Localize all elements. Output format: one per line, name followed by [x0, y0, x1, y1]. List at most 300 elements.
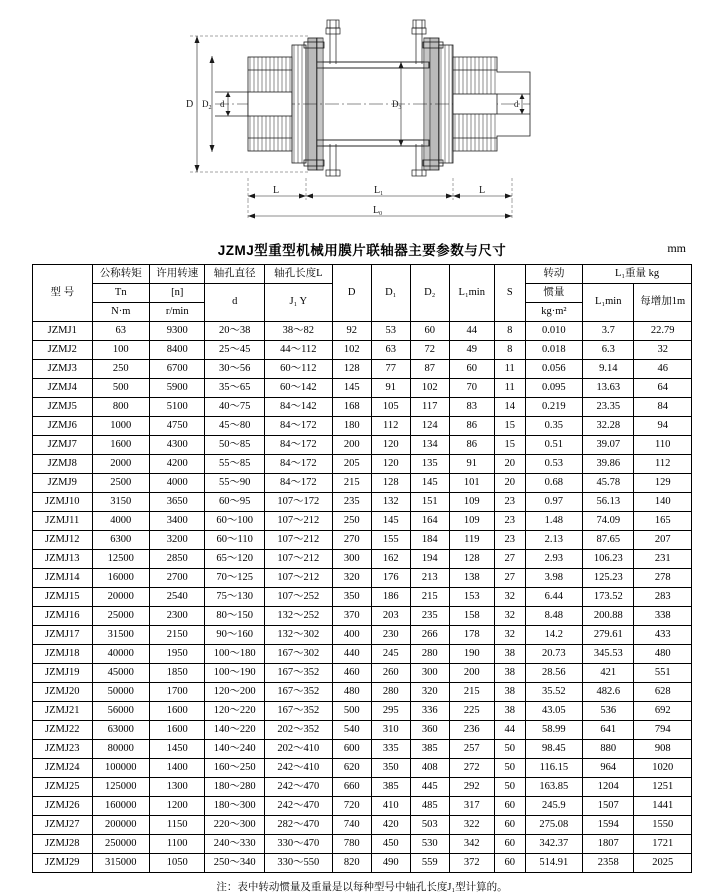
cell-allowable-speed: 5100 — [150, 398, 205, 417]
cell-D: 300 — [332, 550, 371, 569]
cell-D: 200 — [332, 436, 371, 455]
cell-model: JZMJ13 — [33, 550, 93, 569]
cell-nominal-torque: 25000 — [92, 607, 149, 626]
th-D: D — [332, 265, 371, 322]
cell-moment-of-inertia: 14.2 — [525, 626, 582, 645]
cell-bore-diameter: 120～220 — [205, 702, 265, 721]
cell-D: 180 — [332, 417, 371, 436]
cell-allowable-speed: 6700 — [150, 360, 205, 379]
cell-L1min: 70 — [449, 379, 494, 398]
cell-weight-l1min: 23.35 — [583, 398, 634, 417]
table-row — [33, 702, 692, 721]
cell-bore-diameter: 90～160 — [205, 626, 265, 645]
cell-nominal-torque: 100 — [92, 341, 149, 360]
cell-bore-diameter: 50～85 — [205, 436, 265, 455]
cell-allowable-speed: 1950 — [150, 645, 205, 664]
cell-moment-of-inertia: 3.98 — [525, 569, 582, 588]
cell-weight-per-meter: 231 — [634, 550, 692, 569]
th-weight-add: 每增加1m — [634, 284, 692, 322]
cell-weight-per-meter: 207 — [634, 531, 692, 550]
cell-S: 60 — [494, 854, 525, 873]
cell-bore-diameter: 25～45 — [205, 341, 265, 360]
cell-D2: 503 — [410, 816, 449, 835]
cell-moment-of-inertia: 8.48 — [525, 607, 582, 626]
dim-label-L-left: L — [273, 185, 280, 196]
cell-weight-l1min: 421 — [583, 664, 634, 683]
cell-D: 600 — [332, 740, 371, 759]
cell-bore-length: 38～82 — [264, 322, 332, 341]
th-torque-l3: N·m — [92, 303, 149, 322]
table-row — [33, 474, 692, 493]
cell-moment-of-inertia: 6.44 — [525, 588, 582, 607]
cell-D1: 420 — [371, 816, 410, 835]
cell-D: 145 — [332, 379, 371, 398]
cell-D1: 145 — [371, 512, 410, 531]
table-row — [33, 436, 692, 455]
cell-weight-per-meter: 22.79 — [634, 322, 692, 341]
cell-model: JZMJ29 — [33, 854, 93, 873]
cell-weight-per-meter: 1721 — [634, 835, 692, 854]
th-weight-group: L₁重量 kg — [583, 265, 692, 284]
cell-bore-diameter: 160～250 — [205, 759, 265, 778]
cell-weight-l1min: 9.14 — [583, 360, 634, 379]
cell-D: 370 — [332, 607, 371, 626]
cell-D: 102 — [332, 341, 371, 360]
cell-nominal-torque: 800 — [92, 398, 149, 417]
cell-weight-l1min: 536 — [583, 702, 634, 721]
cell-allowable-speed: 8400 — [150, 341, 205, 360]
cell-D1: 310 — [371, 721, 410, 740]
cell-allowable-speed: 1400 — [150, 759, 205, 778]
cell-bore-length: 132～302 — [264, 626, 332, 645]
cell-model: JZMJ10 — [33, 493, 93, 512]
table-row — [33, 683, 692, 702]
cell-D: 620 — [332, 759, 371, 778]
cell-D1: 120 — [371, 436, 410, 455]
cell-S: 44 — [494, 721, 525, 740]
cell-nominal-torque: 56000 — [92, 702, 149, 721]
cell-S: 50 — [494, 778, 525, 797]
cell-bore-length: 84～172 — [264, 436, 332, 455]
cell-bore-length: 107～212 — [264, 550, 332, 569]
cell-weight-per-meter: 628 — [634, 683, 692, 702]
cell-D1: 53 — [371, 322, 410, 341]
cell-weight-l1min: 641 — [583, 721, 634, 740]
cell-weight-l1min: 3.7 — [583, 322, 634, 341]
cell-moment-of-inertia: 0.095 — [525, 379, 582, 398]
cell-L1min: 91 — [449, 455, 494, 474]
unit-label: mm — [667, 241, 686, 255]
cell-moment-of-inertia: 0.35 — [525, 417, 582, 436]
cell-bore-diameter: 55～90 — [205, 474, 265, 493]
cell-nominal-torque: 315000 — [92, 854, 149, 873]
cell-model: JZMJ24 — [33, 759, 93, 778]
cell-weight-l1min: 880 — [583, 740, 634, 759]
cell-D1: 295 — [371, 702, 410, 721]
cell-L1min: 83 — [449, 398, 494, 417]
cell-weight-l1min: 173.52 — [583, 588, 634, 607]
cell-L1min: 215 — [449, 683, 494, 702]
cell-bore-diameter: 60～110 — [205, 531, 265, 550]
cell-nominal-torque: 160000 — [92, 797, 149, 816]
cell-model: JZMJ1 — [33, 322, 93, 341]
cell-weight-l1min: 1507 — [583, 797, 634, 816]
cell-nominal-torque: 125000 — [92, 778, 149, 797]
cell-D: 720 — [332, 797, 371, 816]
cell-S: 20 — [494, 474, 525, 493]
table-row — [33, 854, 692, 873]
cell-bore-length: 167～302 — [264, 645, 332, 664]
cell-bore-length: 107～212 — [264, 531, 332, 550]
cell-model: JZMJ8 — [33, 455, 93, 474]
cell-D1: 450 — [371, 835, 410, 854]
cell-D: 350 — [332, 588, 371, 607]
cell-allowable-speed: 1700 — [150, 683, 205, 702]
cell-model: JZMJ5 — [33, 398, 93, 417]
cell-model: JZMJ7 — [33, 436, 93, 455]
cell-D: 500 — [332, 702, 371, 721]
cell-bore-diameter: 60～100 — [205, 512, 265, 531]
cell-S: 27 — [494, 569, 525, 588]
cell-model: JZMJ19 — [33, 664, 93, 683]
cell-D2: 235 — [410, 607, 449, 626]
cell-allowable-speed: 3200 — [150, 531, 205, 550]
cell-moment-of-inertia: 0.018 — [525, 341, 582, 360]
cell-S: 23 — [494, 531, 525, 550]
cell-D: 92 — [332, 322, 371, 341]
cell-S: 32 — [494, 626, 525, 645]
cell-nominal-torque: 250 — [92, 360, 149, 379]
cell-D: 660 — [332, 778, 371, 797]
cell-S: 23 — [494, 493, 525, 512]
table-row — [33, 778, 692, 797]
cell-moment-of-inertia: 0.219 — [525, 398, 582, 417]
table-row — [33, 797, 692, 816]
cell-L1min: 86 — [449, 436, 494, 455]
cell-D2: 213 — [410, 569, 449, 588]
cell-L1min: 225 — [449, 702, 494, 721]
cell-weight-l1min: 279.61 — [583, 626, 634, 645]
cell-D1: 410 — [371, 797, 410, 816]
cell-D1: 335 — [371, 740, 410, 759]
table-row — [33, 360, 692, 379]
cell-moment-of-inertia: 35.52 — [525, 683, 582, 702]
cell-weight-per-meter: 1020 — [634, 759, 692, 778]
th-D2: D₂ — [410, 265, 449, 322]
cell-weight-per-meter: 338 — [634, 607, 692, 626]
cell-D1: 112 — [371, 417, 410, 436]
cell-L1min: 317 — [449, 797, 494, 816]
cell-S: 32 — [494, 607, 525, 626]
table-row — [33, 322, 692, 341]
cell-D1: 63 — [371, 341, 410, 360]
cell-L1min: 342 — [449, 835, 494, 854]
cell-model: JZMJ20 — [33, 683, 93, 702]
cell-bore-length: 330～550 — [264, 854, 332, 873]
cell-nominal-torque: 1000 — [92, 417, 149, 436]
cell-weight-per-meter: 551 — [634, 664, 692, 683]
cell-D: 128 — [332, 360, 371, 379]
th-model: 型 号 — [33, 265, 93, 322]
cell-bore-diameter: 220～300 — [205, 816, 265, 835]
dim-label-L0: $L_0$ — [373, 205, 383, 217]
cell-weight-per-meter: 1441 — [634, 797, 692, 816]
spec-table-wrapper — [32, 264, 692, 873]
cell-D: 780 — [332, 835, 371, 854]
cell-D2: 164 — [410, 512, 449, 531]
table-row — [33, 721, 692, 740]
cell-L1min: 272 — [449, 759, 494, 778]
cell-moment-of-inertia: 0.68 — [525, 474, 582, 493]
cell-L1min: 138 — [449, 569, 494, 588]
table-row — [33, 531, 692, 550]
cell-allowable-speed: 1850 — [150, 664, 205, 683]
th-torque-l1: 公称转矩 — [92, 265, 149, 284]
cell-weight-per-meter: 112 — [634, 455, 692, 474]
dim-label-D: D — [186, 99, 194, 110]
cell-bore-diameter: 180～280 — [205, 778, 265, 797]
table-row — [33, 759, 692, 778]
cell-weight-per-meter: 32 — [634, 341, 692, 360]
cell-S: 8 — [494, 322, 525, 341]
table-note: 注：表中转动惯量及重量是以每种型号中轴孔长度J₁型计算的。 — [216, 882, 508, 893]
cell-D2: 559 — [410, 854, 449, 873]
cell-S: 23 — [494, 512, 525, 531]
cell-nominal-torque: 31500 — [92, 626, 149, 645]
cell-allowable-speed: 1050 — [150, 854, 205, 873]
cell-bore-diameter: 100～190 — [205, 664, 265, 683]
cell-L1min: 49 — [449, 341, 494, 360]
cell-weight-l1min: 13.63 — [583, 379, 634, 398]
cell-weight-per-meter: 94 — [634, 417, 692, 436]
cell-weight-l1min: 1594 — [583, 816, 634, 835]
cell-nominal-torque: 250000 — [92, 835, 149, 854]
cell-D1: 105 — [371, 398, 410, 417]
cell-model: JZMJ2 — [33, 341, 93, 360]
cell-allowable-speed: 2850 — [150, 550, 205, 569]
cell-L1min: 158 — [449, 607, 494, 626]
cell-model: JZMJ6 — [33, 417, 93, 436]
cell-model: JZMJ11 — [33, 512, 93, 531]
cell-weight-per-meter: 2025 — [634, 854, 692, 873]
th-inertia-l1: 转动 — [525, 265, 582, 284]
cell-model: JZMJ4 — [33, 379, 93, 398]
cell-moment-of-inertia: 514.91 — [525, 854, 582, 873]
cell-D1: 176 — [371, 569, 410, 588]
cell-bore-length: 202～410 — [264, 740, 332, 759]
cell-L1min: 257 — [449, 740, 494, 759]
cell-bore-diameter: 30～56 — [205, 360, 265, 379]
cell-D2: 151 — [410, 493, 449, 512]
cell-model: JZMJ25 — [33, 778, 93, 797]
cell-D2: 300 — [410, 664, 449, 683]
cell-allowable-speed: 4300 — [150, 436, 205, 455]
cell-weight-per-meter: 1251 — [634, 778, 692, 797]
cell-nominal-torque: 200000 — [92, 816, 149, 835]
cell-nominal-torque: 6300 — [92, 531, 149, 550]
cell-D1: 280 — [371, 683, 410, 702]
cell-allowable-speed: 3650 — [150, 493, 205, 512]
cell-moment-of-inertia: 0.97 — [525, 493, 582, 512]
cell-allowable-speed: 2540 — [150, 588, 205, 607]
cell-nominal-torque: 16000 — [92, 569, 149, 588]
cell-D2: 184 — [410, 531, 449, 550]
cell-bore-diameter: 100～180 — [205, 645, 265, 664]
cell-bore-diameter: 120～200 — [205, 683, 265, 702]
cell-S: 14 — [494, 398, 525, 417]
cell-model: JZMJ21 — [33, 702, 93, 721]
cell-allowable-speed: 1150 — [150, 816, 205, 835]
cell-L1min: 236 — [449, 721, 494, 740]
cell-weight-l1min: 482.6 — [583, 683, 634, 702]
table-row — [33, 626, 692, 645]
cell-L1min: 119 — [449, 531, 494, 550]
cell-bore-diameter: 75～130 — [205, 588, 265, 607]
cell-D1: 128 — [371, 474, 410, 493]
cell-D2: 72 — [410, 341, 449, 360]
cell-bore-length: 84～142 — [264, 398, 332, 417]
cell-allowable-speed: 4000 — [150, 474, 205, 493]
cell-model: JZMJ9 — [33, 474, 93, 493]
th-bore-len-group: 轴孔长度L — [264, 265, 332, 284]
cell-bore-length: 107～212 — [264, 569, 332, 588]
cell-allowable-speed: 2700 — [150, 569, 205, 588]
cell-D2: 530 — [410, 835, 449, 854]
cell-nominal-torque: 63 — [92, 322, 149, 341]
cell-bore-length: 167～352 — [264, 664, 332, 683]
cell-D2: 117 — [410, 398, 449, 417]
table-row — [33, 740, 692, 759]
table-row — [33, 835, 692, 854]
th-S: S — [494, 265, 525, 322]
cell-bore-length: 330～470 — [264, 835, 332, 854]
cell-D: 400 — [332, 626, 371, 645]
cell-bore-length: 242～470 — [264, 778, 332, 797]
cell-S: 38 — [494, 683, 525, 702]
cell-D1: 186 — [371, 588, 410, 607]
cell-D1: 245 — [371, 645, 410, 664]
cell-bore-diameter: 140～220 — [205, 721, 265, 740]
cell-nominal-torque: 80000 — [92, 740, 149, 759]
cell-nominal-torque: 4000 — [92, 512, 149, 531]
cell-S: 60 — [494, 797, 525, 816]
cell-weight-l1min: 125.23 — [583, 569, 634, 588]
cell-D: 215 — [332, 474, 371, 493]
cell-allowable-speed: 2150 — [150, 626, 205, 645]
cell-moment-of-inertia: 275.08 — [525, 816, 582, 835]
cell-bore-length: 202～352 — [264, 721, 332, 740]
cell-L1min: 109 — [449, 512, 494, 531]
cell-S: 50 — [494, 759, 525, 778]
cell-D2: 60 — [410, 322, 449, 341]
cell-weight-per-meter: 110 — [634, 436, 692, 455]
dim-label-D2: $D_2$ — [202, 99, 212, 111]
table-row — [33, 588, 692, 607]
cell-weight-l1min: 106.23 — [583, 550, 634, 569]
coupling-technical-drawing — [0, 0, 724, 232]
cell-D2: 145 — [410, 474, 449, 493]
cell-bore-length: 167～352 — [264, 702, 332, 721]
cell-bore-diameter: 180～300 — [205, 797, 265, 816]
cell-bore-length: 132～252 — [264, 607, 332, 626]
cell-weight-per-meter: 278 — [634, 569, 692, 588]
cell-D: 480 — [332, 683, 371, 702]
cell-weight-per-meter: 1550 — [634, 816, 692, 835]
cell-L1min: 292 — [449, 778, 494, 797]
cell-bore-diameter: 60～95 — [205, 493, 265, 512]
cell-bore-length: 107～212 — [264, 512, 332, 531]
table-row — [33, 607, 692, 626]
cell-bore-diameter: 70～125 — [205, 569, 265, 588]
cell-model: JZMJ15 — [33, 588, 93, 607]
cell-D: 320 — [332, 569, 371, 588]
cell-bore-length: 84～172 — [264, 474, 332, 493]
cell-D2: 280 — [410, 645, 449, 664]
cell-allowable-speed: 1600 — [150, 702, 205, 721]
th-inertia-l2: 惯量 — [525, 284, 582, 303]
cell-weight-l1min: 39.86 — [583, 455, 634, 474]
cell-D: 740 — [332, 816, 371, 835]
cell-moment-of-inertia: 245.9 — [525, 797, 582, 816]
dim-label-L1: $L_1$ — [374, 185, 384, 197]
cell-D2: 194 — [410, 550, 449, 569]
title-row — [0, 236, 724, 262]
cell-moment-of-inertia: 28.56 — [525, 664, 582, 683]
cell-L1min: 153 — [449, 588, 494, 607]
cell-D1: 77 — [371, 360, 410, 379]
cell-S: 11 — [494, 379, 525, 398]
cell-L1min: 322 — [449, 816, 494, 835]
table-row — [33, 398, 692, 417]
th-bore-group: 轴孔直径 — [205, 265, 265, 284]
cell-D2: 408 — [410, 759, 449, 778]
cell-weight-l1min: 39.07 — [583, 436, 634, 455]
cell-nominal-torque: 100000 — [92, 759, 149, 778]
cell-nominal-torque: 45000 — [92, 664, 149, 683]
cell-moment-of-inertia: 2.93 — [525, 550, 582, 569]
cell-L1min: 109 — [449, 493, 494, 512]
cell-L1min: 101 — [449, 474, 494, 493]
cell-weight-per-meter: 129 — [634, 474, 692, 493]
cell-model: JZMJ17 — [33, 626, 93, 645]
cell-weight-l1min: 964 — [583, 759, 634, 778]
cell-model: JZMJ26 — [33, 797, 93, 816]
cell-L1min: 190 — [449, 645, 494, 664]
th-bore-len-sub: J₁ Y — [264, 284, 332, 322]
cell-D2: 266 — [410, 626, 449, 645]
cell-weight-l1min: 32.28 — [583, 417, 634, 436]
table-row — [33, 341, 692, 360]
cell-D: 440 — [332, 645, 371, 664]
cell-D1: 203 — [371, 607, 410, 626]
cell-weight-l1min: 2358 — [583, 854, 634, 873]
cell-bore-length: 107～172 — [264, 493, 332, 512]
cell-D2: 385 — [410, 740, 449, 759]
cell-S: 60 — [494, 816, 525, 835]
cell-bore-diameter: 40～75 — [205, 398, 265, 417]
cell-allowable-speed: 4200 — [150, 455, 205, 474]
cell-D1: 385 — [371, 778, 410, 797]
cell-weight-per-meter: 283 — [634, 588, 692, 607]
cell-allowable-speed: 1300 — [150, 778, 205, 797]
cell-D2: 336 — [410, 702, 449, 721]
th-speed-l2: [n] — [150, 284, 205, 303]
table-row — [33, 493, 692, 512]
table-row — [33, 550, 692, 569]
table-header-row-1 — [33, 265, 692, 284]
cell-D1: 260 — [371, 664, 410, 683]
cell-moment-of-inertia: 20.73 — [525, 645, 582, 664]
